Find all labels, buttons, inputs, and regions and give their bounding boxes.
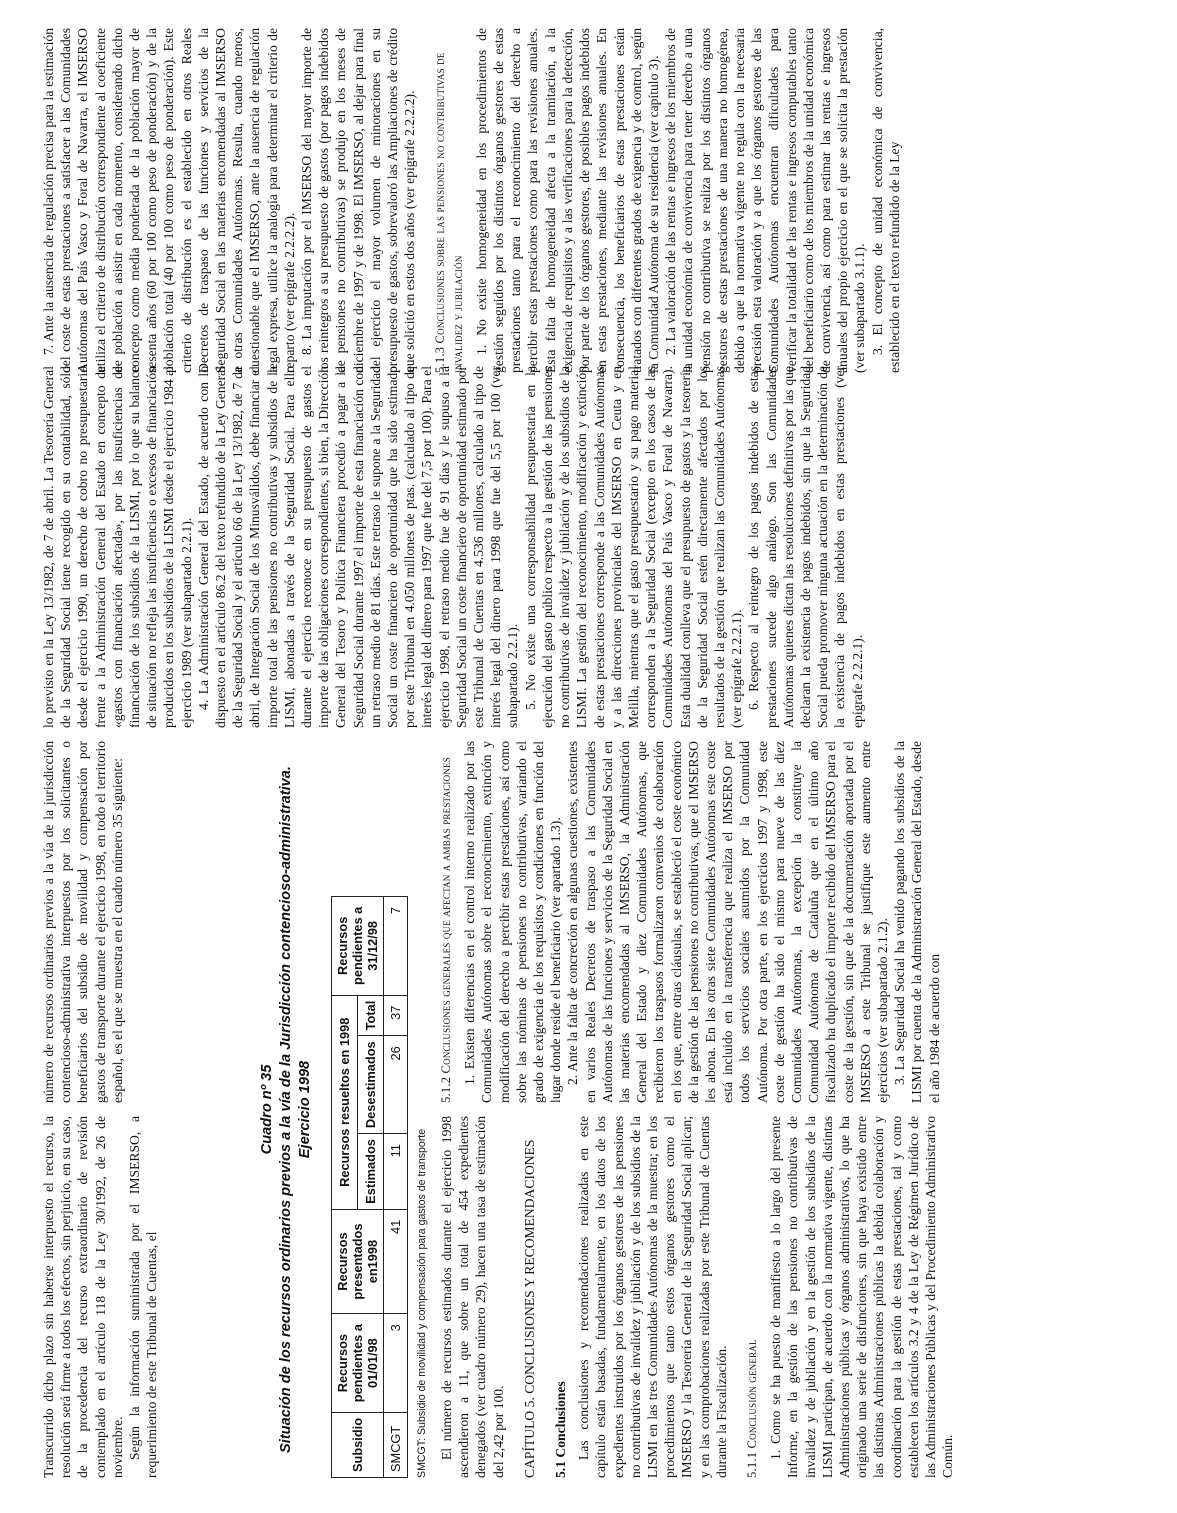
paragraph: número de recursos ordinarios previos a la vía de la jurisdicción contencioso-administrativa interpuestos por los solicitantes o beneficiarios del subsidio de movilidad y compensación por gastos de transporte durante el ejercicio 1998, en todo el territorio español, es el que se muestra en el cuadro número 35 siguiente:: [41, 741, 125, 1103]
paragraph: 4. La Administración General del Estado, de acuerdo con lo dispuesto en el artículo 86.2 del texto refundido de la Ley General de la Seguridad Social y el artículo 66 de la Ley 13/1982, de 7 de abril, de Integración Social de los Minusválidos, debe financiar el importe total de las pensiones no contributivas y subsidios de la LISMI, abonadas a través de la Seguridad Social. Para ello durante el ejercicio reconoce en su presupuesto de gastos el importe de las obligaciones correspondientes, si bien, la Dirección General del Tesoro y Política Financiera procedió a pagar a la Seguridad Social durante 1997 el importe de esta financiación con un retraso medio de 81 días. Este retraso le supone a la Seguridad Social un coste financiero de oportunidad que ha sido estimado por este Tribunal en 4.050 millones de ptas. (calculado al tipo de interés legal del dinero para 1997 que fue del 7,5 por 100). Para el ejercicio 1998, el retraso medio fue de 91 días y le supuso a la Seguridad Social un coste financiero de oportunidad estimado por este Tribunal de Cuentas en 4.536 millones, calculado al tipo de interés legal del dinero para 1998 que fue del 5,5 por 100 (ver subapartado 2.2.1).: [195, 366, 521, 728]
header-resueltos: Recursos resueltos en 1998: [332, 995, 358, 1209]
header-presentados: Recursos presentados en1998: [332, 1209, 384, 1313]
header-pendientes-fin: Recursos pendientes a 31/12/98: [332, 897, 384, 996]
cell-estimados: 11: [384, 1134, 408, 1210]
cuadro-title: Situación de los recursos ordinarios previos a la vía de la Jurisdicción contencioso-administrativa. Ejercicio 1998: [278, 766, 313, 1453]
column-2: [40, 741, 250, 1103]
paragraph: 1. Existen diferencias en el control interno realizado por las Comunidades Autónomas sobre el reconocimiento, extinción y modificación del derecho a percibir estas prestaciones, así como sobre las nóminas de pensiones no contributivas, variando el grado de exigencia de los requisitos y condiciones en función del lugar donde reside el beneficiario (ver apartado 1.3).: [462, 741, 564, 1103]
paragraph: 7. Ante la ausencia de regulación precisa para la estimación del coste de estas prestaciones a satisfacer a las Comunidades Autónomas del País Vasco y Foral de Navarra, el IMSERSO utiliza el criterio de distribución correspondiente al coeficiente de población a asistir en cada momento, considerando dicho concepto como media ponderada de la población mayor de sesenta años (60 por 100 como peso de ponderación) y de la población total (40 por 100 como peso de ponderación). Este criterio de distribución es el establecido en otros Reales Decretos de traspaso de las funciones y servicios de la Seguridad Social en las materias encomendadas al IMSERSO a otras Comunidades Autónomas. Resulta, cuando menos, cuestionable que el IMSERSO, ante la ausencia de regulación legal expresa, utilice la analogía para determinar el criterio de reparto (ver epígrafe 2.2.2.2).: [41, 28, 297, 373]
header-pendientes-inicio: Recursos pendientes a 01/01/98: [332, 1314, 384, 1413]
paragraph: 3. La Seguridad Social ha venido pagando los subsidios de la LISMI por cuenta de la Administración General del Estado, desde el año 1984 de acuerdo con: [892, 741, 942, 1103]
column-3: [40, 366, 1150, 728]
cuadro-35: [258, 741, 431, 1478]
paragraph: 1. Como se ha puesto de manifiesto a lo largo del presente Informe, en la gestión de las pensiones no contributivas de invalidez y de jubilación y en la gestión de los subsidios de la LISMI participan, de acuerdo con la normativa vigente, distintas Administraciones públicas y órganos administrativos, lo que ha originado una serie de disfunciones, sin que haya existido entre las distintas Administraciones públicas la debida colaboración y coordinación para la gestión de estas prestaciones, tal y como establecen los artículos 3.2 y 4 de la Ley de Régimen Jurídico de las Administraciones Públicas y del Procedimiento Administrativo Común.: [768, 1116, 956, 1478]
paragraph: Transcurrido dicho plazo sin haberse interpuesto el recurso, la resolución será firme a todos los efectos, sin perjuicio, en su caso, de la procedencia del recurso extraordinario de revisión contemplado en el artículo 118 de la Ley 30/1992, de 26 de noviembre.: [41, 1116, 125, 1478]
column-4: [40, 28, 1150, 373]
table-row: [384, 897, 408, 1478]
paragraph: 1. No existe homogeneidad en los procedimientos de gestión seguidos por los distintos órganos gestores de estas prestaciones tanto para el reconocimiento del derecho a percibir estas prestaciones como para las revisiones anuales. Esta falta de homogeneidad afecta a la tramitación, a la exigencia de requisitos y a las verificaciones para la detección, por parte de los órganos gestores, de posibles pagos indebidos en estas prestaciones, mediante las revisiones anuales. En consecuencia, los beneficiarios de estas prestaciones están tratados con diferentes grados de exigencia y de control, según la Comunidad Autónoma de su residencia (ver capítulo 3).: [473, 28, 661, 373]
chapter-heading: CAPÍTULO 5. CONCLUSIONES Y RECOMENDACIONES: [521, 1139, 537, 1478]
cell-presentados: 41: [384, 1209, 408, 1313]
header-estimados: Estimados: [358, 1134, 384, 1210]
paragraph: 8. La imputación por el IMSERSO del mayor importe de los reintegros a su presupuesto de gastos (por pagos indebidos de pensiones no contributivas) se produjo en los meses de diciembre de 1997 y de 1998. El IMSERSO, al dejar para final del ejercicio el mayor volumen de minoraciones en su presupuesto de gastos, sobrevaloró las Ampliaciones de crédito que solicitó en estos dos años (ver epígrafe 2.2.2.2).: [299, 28, 418, 373]
section-heading-5-1-2: 5.1.2 Conclusiones generales que afectan a ambas prestaciones: [439, 757, 453, 1103]
column-2-continued: [438, 741, 1150, 1103]
paragraph: 3. El concepto de unidad económica de convivencia, establecido en el texto refundido de la Ley: [869, 28, 902, 373]
paragraph: El número de recursos estimados durante el ejercicio 1998 ascendieron a 11, que sobre un total de 454 expedientes denegados (ver cuadro número 29), hacen una tasa de estimación del 2,42 por 100.: [439, 1116, 506, 1478]
cell-desestimados: 26: [384, 1036, 408, 1134]
paragraph: Según la información suministrada por el IMSERSO, a requerimiento de este Tribunal de Cuentas, el: [127, 1116, 160, 1478]
paragraph: lo previsto en la Ley 13/1982, de 7 de abril. La Tesorería General de la Seguridad Social tiene recogido en su contabilidad, sólo desde el ejercicio 1990, un derecho de cobro no presupuestario frente a la Administración General del Estado en concepto de «gastos con financiación afectada», por las insuficiencias de financiación de los subsidios de la LISMI, por lo que su balance de situación no refleja las insuficiencias o excesos de financiación producidos en los subsidios de la LISMI desde el ejercicio 1984 al ejercicio 1989 (ver subapartado 2.2.1).: [41, 366, 194, 728]
header-desestimados: Desestimados: [358, 1036, 384, 1134]
paragraph: 5. No existe una corresponsabilidad presupuestaria en la ejecución del gasto público respecto a la gestión de las pensiones no contributivas de invalidez y jubilación y de los subsidios de la LISMI. La gestión del reconocimiento, modificación y extinción de estas prestaciones corresponde a las Comunidades Autónomas y a las direcciones provinciales del IMSERSO en Ceuta y en Melilla, mientras que el gasto presupuestario y su pago material corresponden a la Seguridad Social (excepto en los casos de las Comunidades Autónomas del País Vasco y Foral de Navarra). Esta dualidad conlleva que el presupuesto de gastos y la tesorería de la Seguridad Social estén directamente afectados por los resultados de la gestión que realizan las Comunidades Autónomas (ver epígrafe 2.2.2.1).: [522, 366, 745, 728]
header-subsidio: Subsidio: [332, 1412, 384, 1477]
cell-pendientes-inicio: 3: [384, 1314, 408, 1413]
paragraph: 2. La valoración de las rentas e ingresos de los miembros de la unidad económica de convivencia para tener derecho a una pensión no contributiva se realiza por los distintos órganos gestores de estas prestaciones de una manera no homogénea, debido a que la normativa vigente no regula con la necesaria precisión esta valoración y a que los órganos gestores de las Comunidades Autónomas encuentran dificultades para verificar la totalidad de las rentas e ingresos computables tanto del beneficiario como de los miembros de la unidad económica de convivencia, así como para estimar las rentas e ingresos anuales del propio ejercicio en el que se solicita la prestación (ver subapartado 3.1.1).: [663, 28, 868, 373]
cell-pendientes-fin: 7: [384, 897, 408, 996]
cuadro-label: Cuadro nº 35: [259, 1064, 275, 1155]
cell-total: 37: [384, 995, 408, 1036]
paragraph: 6. Respecto al reintegro de los pagos indebidos de estas prestaciones sucede algo análogo. Son las Comunidades Autónomas quienes dictan las resoluciones definitivas por las que declaran la existencia de pagos indebidos, sin que la Seguridad Social pueda promover ninguna actuación en la determinación de la existencia de pagos indebidos en estas prestaciones (ver epígrafe 2.2.2.1).: [746, 366, 865, 728]
column-1-continued: [438, 1116, 1150, 1478]
paragraph: Las conclusiones y recomendaciones realizadas en este capítulo están basadas, fundamentalmente, en los datos de los expedientes instruidos por los órganos gestores de las pensiones no contributivas de invalidez y jubilación y de los subsidios de la LISMI en las tres Comunidades Autónomas de la muestra; en los procedimientos que tanto estos órganos gestores como el IMSERSO y la Tesorería General de la Seguridad Social aplican; y en las comprobaciones realizadas por este Tribunal de Cuentas durante la Fiscalización.: [576, 1116, 729, 1478]
section-heading-5-1-3: 5.1.3 Conclusiones sobre las pensiones no contributivas de invalidez y jubilación: [433, 52, 465, 373]
section-heading-5-1: 5.1 Conclusiones: [553, 1381, 569, 1478]
column-1: [40, 1116, 250, 1478]
cuadro-table: [331, 896, 408, 1478]
paragraph: 2. Ante la falta de concreción en algunas cuestiones, existentes en varios Reales Decretos de traspaso a las Comunidades Autónomas de las funciones y servicios de la Seguridad Social en las materias encomendadas al IMSERSO, la Administración General del Estado y diez Comunidades Autónomas, que recibieron los traspasos formalizaron convenios de colaboración en los que, entre otras cláusulas, se estableció el coste económico de la gestión de las pensiones no contributivas, que el IMSERSO les abona. En las otras siete Comunidades Autónomas este coste está incluido en la transferencia que realiza el IMSERSO por todos los servicios sociales asumidos por la Comunidad Autónoma. Por otra parte, en los ejercicios 1997 y 1998, este coste de gestión ha sido el mismo para nueve de las diez Comunidades Autónomas, la excepción la constituye la Comunidad Autónoma de Cataluña que en el último año fiscalizado ha duplicado el importe recibido del IMSERSO para el coste de la gestión, sin que de la documentación aportada por el IMSERSO a este Tribunal se justifique este aumento entre ejercicios (ver subapartado 2.1.2).: [565, 741, 891, 1103]
table-note: SMCGT: Subsidio de movilidad y compensación para gastos de transporte: [416, 1128, 429, 1478]
header-total: Total: [358, 995, 384, 1036]
section-heading-5-1-1: 5.1.1 Conclusión general: [745, 1339, 760, 1478]
cell-subsidio: SMCGT: [384, 1412, 408, 1477]
